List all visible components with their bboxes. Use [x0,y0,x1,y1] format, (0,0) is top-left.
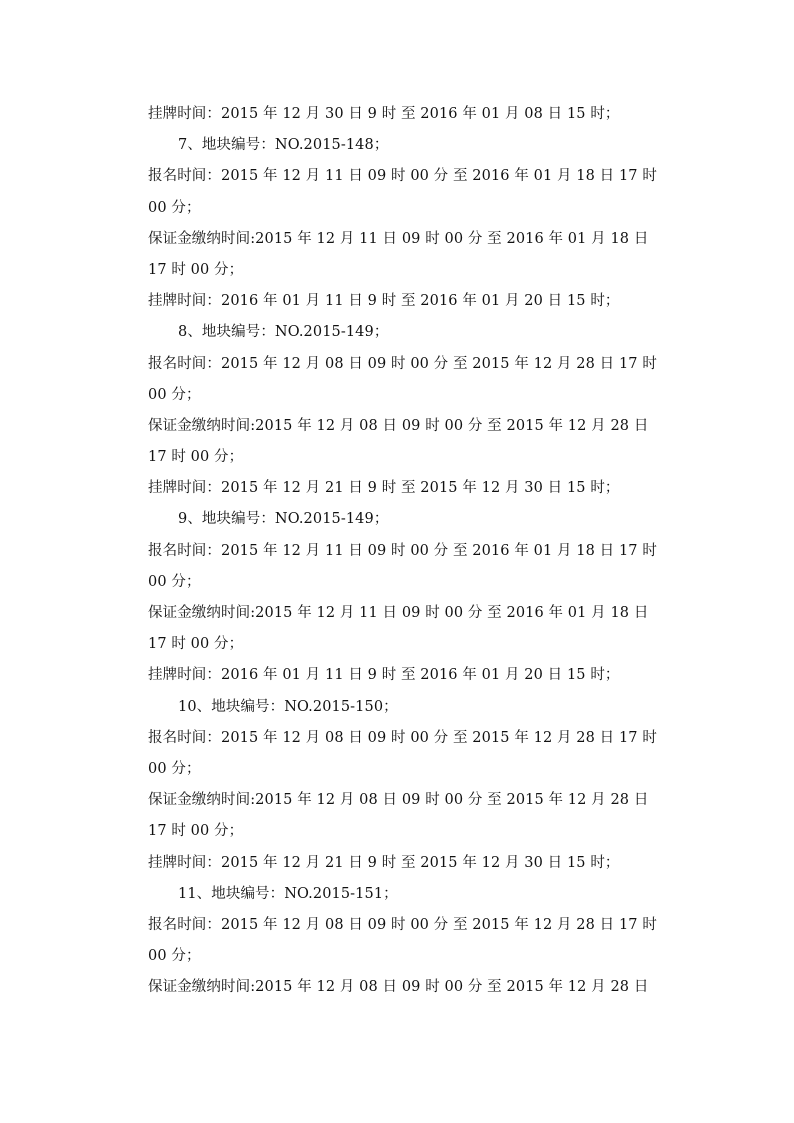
deposit-time-continuation: 17 时 00 分； [148,261,244,278]
registration-time-line: 报名时间：2015 年 12 月 08 日 09 时 00 分 至 2015 年 12 月 28 日 17 时 [148,916,657,933]
registration-time-continuation: 00 分； [148,760,201,777]
deposit-time-line: 保证金缴纳时间:2015 年 12 月 08 日 09 时 00 分 至 2015 年 12 月 28 日 [148,979,649,996]
deposit-time-line: 保证金缴纳时间:2015 年 12 月 08 日 09 时 00 分 至 2015 年 12 月 28 日 [148,417,649,434]
deposit-time-line: 保证金缴纳时间:2015 年 12 月 11 日 09 时 00 分 至 2016 年 01 月 18 日 [148,230,649,247]
registration-time-line: 报名时间：2015 年 12 月 11 日 09 时 00 分 至 2016 年 01 月 18 日 17 时 [148,168,657,185]
listing-time-line: 挂牌时间：2015 年 12 月 30 日 9 时 至 2016 年 01 月 08 日 15 时； [148,106,620,122]
registration-time-continuation: 00 分； [148,948,201,965]
parcel-number-line: 7、地块编号：NO.2015-148； [178,137,389,154]
deposit-time-line: 保证金缴纳时间:2015 年 12 月 08 日 09 时 00 分 至 2015 年 12 月 28 日 [148,792,649,809]
registration-time-continuation: 00 分； [148,199,201,216]
parcel-number-line: 10、地块编号：NO.2015-150； [178,698,398,715]
listing-time-line: 挂牌时间：2016 年 01 月 11 日 9 时 至 2016 年 01 月 20 日 15 时； [148,667,620,684]
parcel-number-line: 9、地块编号：NO.2015-149； [178,511,389,528]
deposit-time-continuation: 17 时 00 分； [148,449,244,466]
listing-time-line: 挂牌时间：2016 年 01 月 11 日 9 时 至 2016 年 01 月 20 日 15 时； [148,293,620,310]
registration-time-continuation: 00 分； [148,386,201,403]
registration-time-line: 报名时间：2015 年 12 月 08 日 09 时 00 分 至 2015 年 12 月 28 日 17 时 [148,355,657,372]
document-body [148,99,657,1003]
registration-time-line: 报名时间：2015 年 12 月 08 日 09 时 00 分 至 2015 年 12 月 28 日 17 时 [148,729,657,746]
listing-time-line: 挂牌时间：2015 年 12 月 21 日 9 时 至 2015 年 12 月 30 日 15 时； [148,480,620,497]
registration-time-continuation: 00 分； [148,573,201,590]
deposit-time-continuation: 17 时 00 分； [148,823,244,840]
registration-time-line: 报名时间：2015 年 12 月 11 日 09 时 00 分 至 2016 年 01 月 18 日 17 时 [148,542,657,559]
parcel-number-line: 11、地块编号：NO.2015-151； [178,885,398,902]
parcel-number-line: 8、地块编号：NO.2015-149； [178,324,389,341]
deposit-time-continuation: 17 时 00 分； [148,636,244,653]
listing-time-line: 挂牌时间：2015 年 12 月 21 日 9 时 至 2015 年 12 月 30 日 15 时； [148,854,620,871]
deposit-time-line: 保证金缴纳时间:2015 年 12 月 11 日 09 时 00 分 至 2016 年 01 月 18 日 [148,605,649,621]
